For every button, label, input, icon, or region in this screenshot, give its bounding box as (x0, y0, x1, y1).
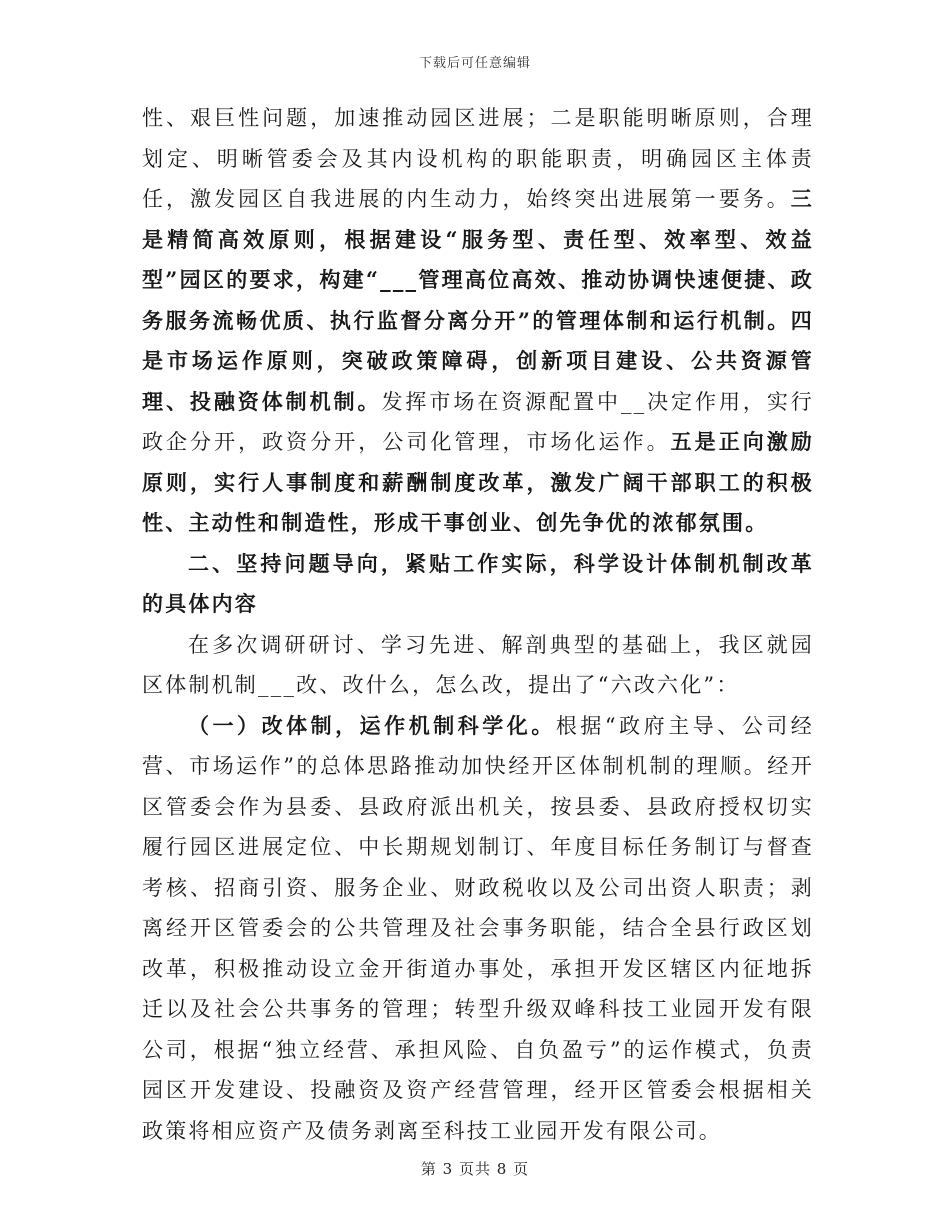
paragraph-item-one (142, 706, 814, 1152)
document-body (142, 98, 814, 1151)
paragraph-principles (142, 98, 814, 544)
page-footer: 第 3 页共 8 页 (420, 1160, 530, 1178)
text-segment: 发挥市场在资源配置中__决定作用，实行政企分开，政资分开，公司化管理，市场化运作。 (142, 389, 814, 454)
section-heading: 二、坚持问题导向，紧贴工作实际，科学设计体制机制改革的具体内容 (142, 550, 814, 616)
bold-text-segment: 三是精简高效原则，根据建设“服务型、责任型、效率型、效益型”园区的要求，构建“___管理高位高效、推动协调快速便捷、政务服务流畅优质、执行监督分离分开”的管理体制和运行机制。四是市场运作原则，突破政策障碍，创新项目建设、公共资源管理、投融资体制机制。 (142, 186, 814, 414)
page-header: 下载后可任意编辑 (418, 56, 531, 71)
item-text: 根据“政府主导、公司经营、市场运作”的总体思路推动加快经开区体制机制的理顺。经开区管委会作为县委、县政府派出机关，按县委、县政府授权切实履行园区进展定位、中长期规划制订、年度目标任务制订与督查考核、招商引资、服务企业、财政税收以及公司出资人职责；剥离经开区管委会的公共管理及社会事务职能，结合全县行政区划改革，积极推动设立金开街道办事处，承担开发区辖区内征地拆迁以及社会公共事务的管理；转型升级双峰科技工业园开发有限公司，根据“独立经营、承担风险、自负盈亏”的运作模式，负责园区开发建设、投融资及资产经营管理，经开区管委会根据相关政策将相应资产及债务剥离至科技工业园开发有限公司。 (142, 713, 815, 1143)
text-segment: 性、艰巨性问题，加速推动园区进展；二是职能明晰原则，合理划定、明晰管委会及其内设机构的职能职责，明确园区主体责任，激发园区自我进展的内生动力，始终突出进展第一要务。 (142, 106, 814, 211)
paragraph-intro: 在多次调研研讨、学习先进、解剖典型的基础上，我区就园区体制机制___改、改什么，怎么改，提出了“六改六化”： (142, 632, 814, 697)
bold-text-segment: 五是正向激励原则，实行人事制度和薪酬制度改革，激发广阔干部职工的积极性、主动性和制造性，形成干事创业、创先争优的浓郁氛围。 (142, 429, 815, 535)
item-heading: （一）改体制，运作机制科学化。 (188, 712, 556, 738)
